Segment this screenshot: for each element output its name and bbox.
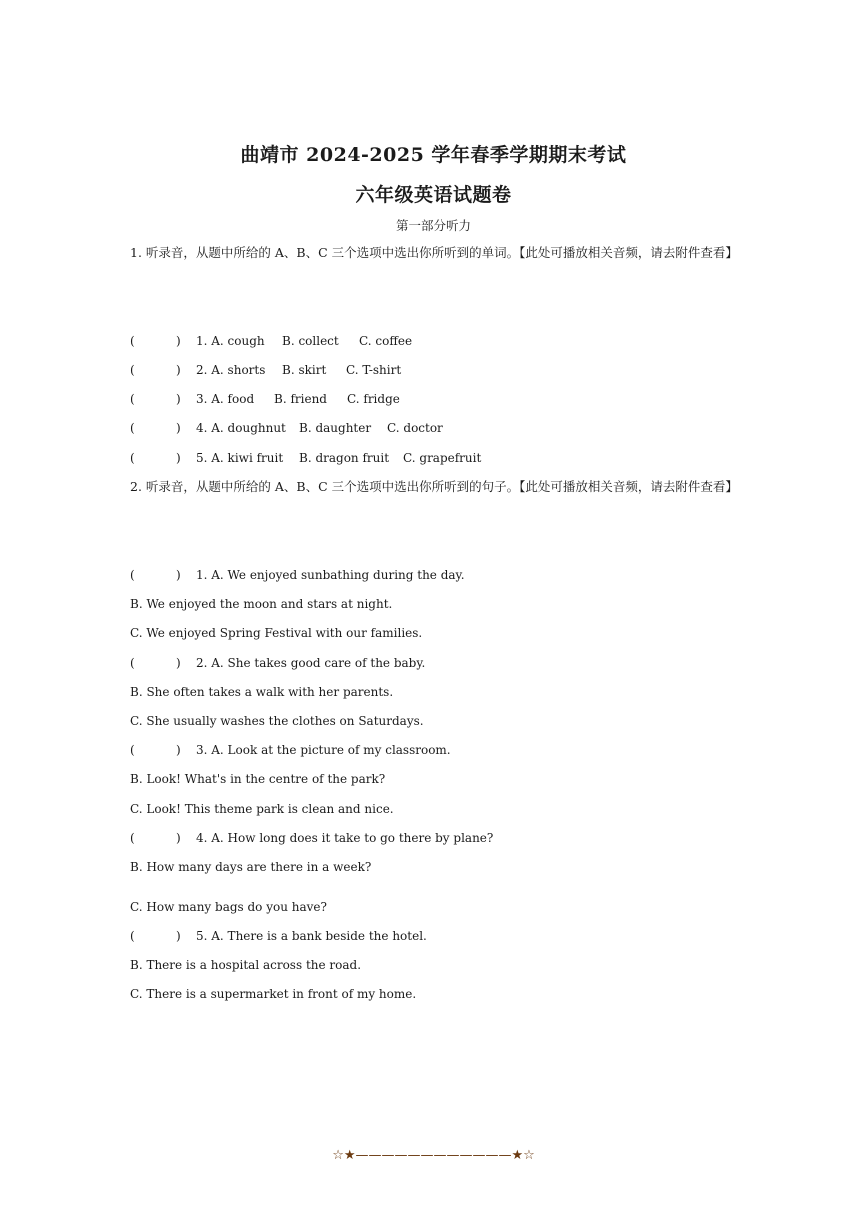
q2-item-3-option-c: C. Look! This theme park is clean and nice. — [130, 802, 394, 816]
answer-paren-open: ( — [130, 363, 135, 377]
option-a: 1. A. cough — [196, 334, 265, 348]
option-b: B. daughter — [299, 421, 372, 435]
option-a: 2. A. She takes good care of the baby. — [196, 656, 426, 670]
answer-paren-open: ( — [130, 929, 135, 943]
answer-paren-open: ( — [130, 743, 135, 757]
option-b: B. skirt — [282, 363, 327, 377]
option-c: C. doctor — [387, 421, 443, 435]
q2-item-5-option-b: B. There is a hospital across the road. — [130, 958, 362, 972]
answer-paren-open: ( — [130, 831, 135, 845]
option-b: B. friend — [274, 392, 327, 406]
answer-paren-close: ) — [176, 334, 181, 348]
option-a: 3. A. food — [196, 392, 255, 406]
answer-paren-close: ) — [176, 421, 181, 435]
option-c: C. fridge — [347, 392, 400, 406]
section-label: 第一部分听力 — [395, 218, 471, 233]
answer-paren-open: ( — [130, 392, 135, 406]
answer-paren-open: ( — [130, 568, 135, 582]
answer-paren-open: ( — [130, 451, 135, 465]
q2-item-1-option-c: C. We enjoyed Spring Festival with our families. — [130, 626, 423, 640]
option-a: 4. A. doughnut — [196, 421, 286, 435]
answer-paren-close: ) — [176, 656, 181, 670]
option-a: 4. A. How long does it take to go there by plane? — [196, 831, 494, 845]
option-b: B. collect — [282, 334, 339, 348]
answer-paren-open: ( — [130, 656, 135, 670]
q2-instruction: 2. 听录音，从题中所给的 A、B、C 三个选项中选出你所听到的句子。【此处可播放相关音频，请去附件查看】 — [130, 479, 738, 494]
q1-instruction: 1. 听录音，从题中所给的 A、B、C 三个选项中选出你所听到的单词。【此处可播放相关音频，请去附件查看】 — [130, 245, 738, 260]
option-c: C. T-shirt — [346, 363, 402, 377]
option-a: 3. A. Look at the picture of my classroom. — [196, 743, 451, 757]
answer-paren-close: ) — [176, 743, 181, 757]
q2-item-2-option-c: C. She usually washes the clothes on Saturdays. — [130, 714, 424, 728]
answer-paren-close: ) — [176, 451, 181, 465]
option-a: 1. A. We enjoyed sunbathing during the day. — [196, 568, 465, 582]
answer-paren-close: ) — [176, 831, 181, 845]
option-c: C. coffee — [359, 334, 413, 348]
answer-paren-open: ( — [130, 334, 135, 348]
option-a: 5. A. kiwi fruit — [196, 451, 284, 465]
q2-item-5-option-c: C. There is a supermarket in front of my home. — [130, 987, 417, 1001]
answer-paren-close: ) — [176, 568, 181, 582]
q2-item-4-option-c: C. How many bags do you have? — [130, 900, 327, 914]
exam-title: 曲靖市 2024-2025 学年春季学期期末考试 — [240, 144, 627, 166]
q2-item-3-option-b: B. Look! What's in the centre of the park? — [130, 772, 386, 786]
footer-star-divider: ☆★————————————★☆ — [332, 1148, 535, 1163]
q2-item-2-option-b: B. She often takes a walk with her parents. — [130, 685, 394, 699]
option-b: B. dragon fruit — [299, 451, 390, 465]
answer-paren-open: ( — [130, 421, 135, 435]
exam-subtitle: 六年级英语试题卷 — [355, 184, 512, 206]
answer-paren-close: ) — [176, 363, 181, 377]
answer-paren-close: ) — [176, 929, 181, 943]
answer-paren-close: ) — [176, 392, 181, 406]
option-c: C. grapefruit — [403, 451, 482, 465]
option-a: 5. A. There is a bank beside the hotel. — [196, 929, 427, 943]
option-a: 2. A. shorts — [196, 363, 266, 377]
q2-item-4-option-b: B. How many days are there in a week? — [130, 860, 372, 874]
q2-item-1-option-b: B. We enjoyed the moon and stars at night. — [130, 597, 393, 611]
